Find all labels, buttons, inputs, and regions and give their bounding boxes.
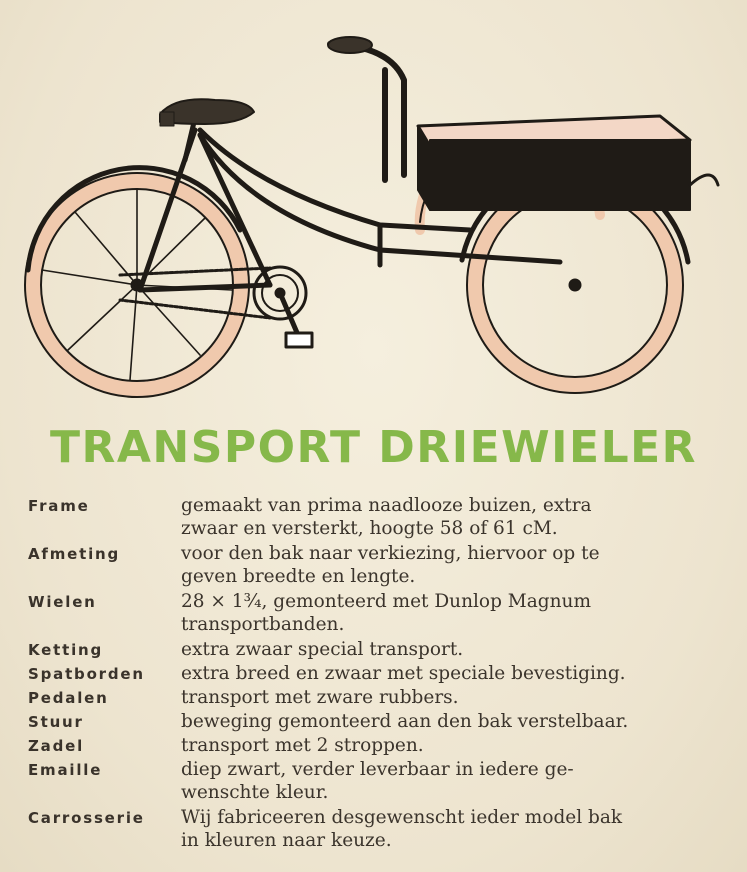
spec-value: transport met 2 stroppen.: [181, 735, 424, 756]
rear-wheel: [25, 168, 249, 397]
spec-value: transport met zware rubbers.: [181, 687, 459, 708]
spec-label: Zadel: [28, 737, 85, 755]
spec-value: 28 × 1¾, gemonteerd met Dunlop Magnum transportbanden.: [181, 591, 591, 635]
spec-row-spatborden: [28, 662, 728, 686]
cargo-box: [418, 116, 718, 210]
handlebar: [328, 37, 404, 180]
spec-value: gemaakt van prima naadlooze buizen, extra zwaar en versterkt, hoogte 58 of 61 cM.: [181, 495, 592, 539]
spec-row-ketting: [28, 638, 728, 662]
spec-list: [28, 494, 728, 854]
spec-value: extra zwaar special transport.: [181, 639, 464, 660]
page-title: TRANSPORT DRIEWIELER: [49, 422, 698, 473]
spec-row-pedalen: [28, 686, 728, 710]
spec-row-zadel: [28, 734, 728, 758]
spec-label: Spatborden: [28, 665, 145, 683]
spec-label: Emaille: [28, 761, 103, 779]
spec-row-carrosserie: [28, 806, 728, 854]
spec-value: diep zwart, verder leverbaar in iedere ge- wenschte kleur.: [181, 759, 574, 803]
spec-label: Pedalen: [28, 689, 109, 707]
spec-row-stuur: [28, 710, 728, 734]
spec-row-afmeting: [28, 542, 728, 590]
spec-value: voor den bak naar verkiezing, hiervoor op te geven breedte en lengte.: [181, 543, 600, 587]
saddle: [160, 99, 254, 126]
spec-row-emaille: [28, 758, 728, 806]
spec-label: Afmeting: [28, 545, 121, 563]
spec-label: Frame: [28, 497, 90, 515]
spec-value: extra breed en zwaar met speciale bevestiging.: [181, 663, 626, 684]
spec-row-wielen: [28, 590, 728, 638]
spec-label: Wielen: [28, 593, 97, 611]
spec-label: Stuur: [28, 713, 84, 731]
spec-row-frame: [28, 494, 728, 542]
spec-value: beweging gemonteerd aan den bak verstelbaar.: [181, 711, 629, 732]
spec-label: Ketting: [28, 641, 104, 659]
tricycle-illustration: [0, 0, 747, 420]
spec-value: Wij fabriceeren desgewenscht ieder model bak in kleuren naar keuze.: [181, 807, 623, 851]
spec-label: Carrosserie: [28, 809, 145, 827]
